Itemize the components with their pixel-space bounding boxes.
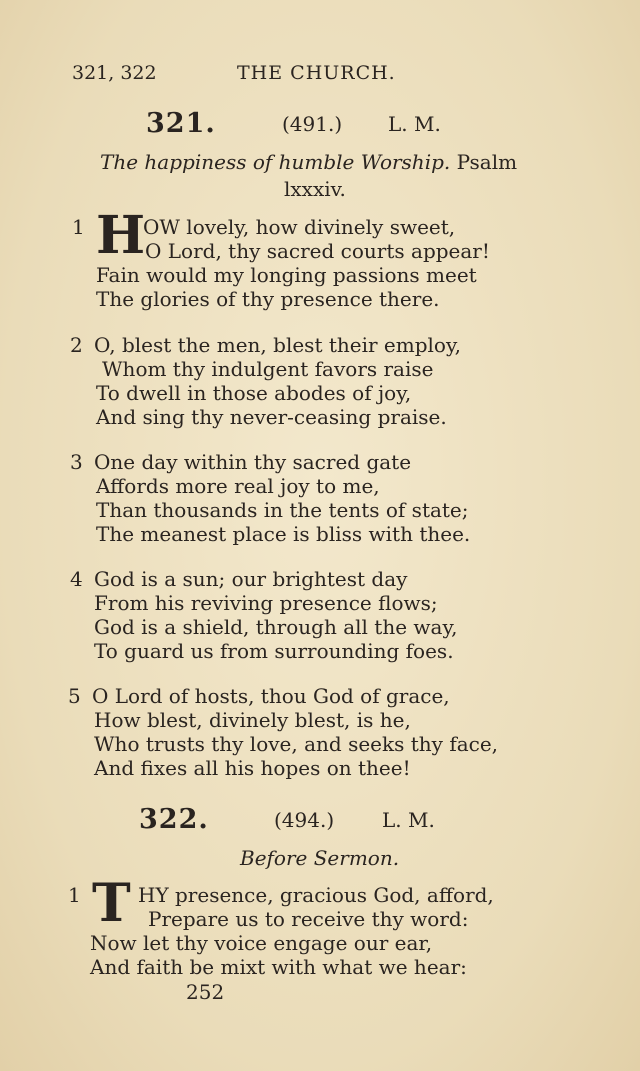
verse-line: And faith be mixt with what we hear: xyxy=(90,955,467,979)
hymn-number: 321. xyxy=(146,108,216,139)
verse-line: The glories of thy presence there. xyxy=(96,287,440,311)
verse-line: From his reviving presence flows; xyxy=(94,591,438,615)
verse-line: O Lord of hosts, thou God of grace, xyxy=(92,684,450,708)
hymn-321-subtitle xyxy=(100,150,517,174)
verse-line: Prepare us to receive thy word: xyxy=(148,907,469,931)
verse-line: Now let thy voice engage our ear, xyxy=(90,931,433,955)
verse-line: Affords more real joy to me, xyxy=(96,474,380,498)
verse-line: God is a shield, through all the way, xyxy=(94,615,458,639)
verse-line: O, blest the men, blest their employ, xyxy=(94,333,461,357)
hymn-meter: L. M. xyxy=(388,112,441,136)
stanza-number: 2 xyxy=(70,333,83,357)
page-number: 252 xyxy=(186,980,225,1004)
verse-line: To guard us from surrounding foes. xyxy=(94,639,454,663)
verse-line: To dwell in those abodes of joy, xyxy=(96,381,412,405)
verse-line: And sing thy never-ceasing praise. xyxy=(96,405,447,429)
verse-line: Fain would my longing passions meet xyxy=(96,263,477,287)
hymn-meter: L. M. xyxy=(382,808,435,832)
hymn-alt-number: (494.) xyxy=(274,808,335,832)
verse-line: And fixes all his hopes on thee! xyxy=(94,756,411,780)
hymn-number: 322. xyxy=(139,804,209,835)
hymn-alt-number: (491.) xyxy=(282,112,343,136)
subtitle-plain: Psalm xyxy=(456,150,518,174)
stanza-number: 1 xyxy=(72,215,85,239)
verse-line: OW lovely, how divinely sweet, xyxy=(143,215,456,239)
verse-line: HY presence, gracious God, afford, xyxy=(138,883,494,907)
hymn-322-header xyxy=(0,804,640,836)
verse-line: Whom thy indulgent favors raise xyxy=(102,357,434,381)
running-head-numbers: 321, 322 xyxy=(72,62,157,84)
verse-line: Who trusts thy love, and seeks thy face, xyxy=(94,732,499,756)
drop-cap: H xyxy=(96,205,146,266)
verse-line: The meanest place is bliss with thee. xyxy=(96,522,471,546)
stanza-number: 5 xyxy=(68,684,81,708)
drop-cap: T xyxy=(92,873,131,934)
hymn-321-subtitle-line2: lxxxiv. xyxy=(284,177,346,201)
hymn-321-header xyxy=(0,108,640,140)
running-head xyxy=(72,62,572,88)
verse-line: One day within thy sacred gate xyxy=(94,450,412,474)
stanza-number: 3 xyxy=(70,450,83,474)
stanza-number: 4 xyxy=(70,567,83,591)
hymn-322-subtitle: Before Sermon. xyxy=(240,846,400,870)
subtitle-italic: The happiness of humble Worship. xyxy=(100,150,451,174)
stanza-number: 1 xyxy=(68,883,81,907)
verse-line: How blest, divinely blest, is he, xyxy=(94,708,411,732)
verse-line: God is a sun; our brightest day xyxy=(94,567,408,591)
running-head-title: THE CHURCH. xyxy=(237,62,396,84)
verse-line: Than thousands in the tents of state; xyxy=(96,498,469,522)
verse-line: O Lord, thy sacred courts appear! xyxy=(145,239,490,263)
